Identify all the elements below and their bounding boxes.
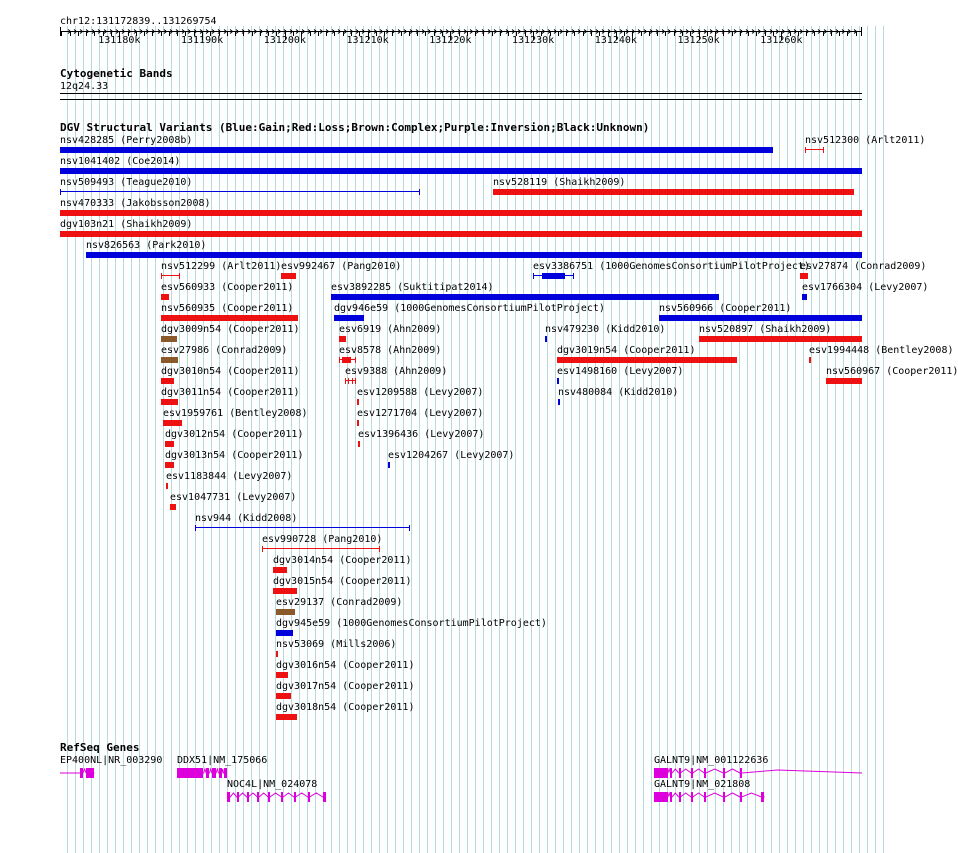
gene-exon bbox=[247, 792, 249, 802]
gene-exon bbox=[740, 768, 742, 778]
gene-exon bbox=[740, 792, 742, 802]
sv-label-esv27986[interactable]: esv27986 (Conrad2009) bbox=[161, 345, 288, 356]
sv-label-nsv512300[interactable]: nsv512300 (Arlt2011) bbox=[805, 135, 926, 146]
sv-label-dgv3016n54[interactable]: dgv3016n54 (Cooper2011) bbox=[276, 660, 415, 671]
sv-label-dgv3010n54[interactable]: dgv3010n54 (Cooper2011) bbox=[161, 366, 300, 377]
sv-label-dgv3017n54[interactable]: dgv3017n54 (Cooper2011) bbox=[276, 681, 415, 692]
gene-exon bbox=[691, 792, 693, 802]
sv-label-esv9388[interactable]: esv9388 (Ahn2009) bbox=[345, 366, 448, 377]
gene-exon bbox=[237, 792, 239, 802]
ruler-tick-label: 131260k bbox=[760, 35, 803, 46]
sv-label-esv1994448[interactable]: esv1994448 (Bentley2008) bbox=[809, 345, 954, 356]
sv-label-esv1271704[interactable]: esv1271704 (Levy2007) bbox=[357, 408, 484, 419]
gene-exon bbox=[723, 768, 725, 778]
sv-label-esv3892285[interactable]: esv3892285 (Suktitipat2014) bbox=[331, 282, 494, 293]
gene-exon bbox=[704, 792, 706, 802]
sv-label-esv27874[interactable]: esv27874 (Conrad2009) bbox=[800, 261, 927, 272]
sv-label-dgv3013n54[interactable]: dgv3013n54 (Cooper2011) bbox=[165, 450, 304, 461]
sv-label-esv1204267[interactable]: esv1204267 (Levy2007) bbox=[388, 450, 515, 461]
sv-label-dgv945e59[interactable]: dgv945e59 (1000GenomesConsortiumPilotProject) bbox=[276, 618, 547, 629]
gene-label-ddx51-nm-175066[interactable]: DDX51|NM_175066 bbox=[177, 755, 268, 766]
sv-label-esv1959761[interactable]: esv1959761 (Bentley2008) bbox=[163, 408, 308, 419]
gene-label-noc4l-nm-024078[interactable]: NOC4L|NM_024078 bbox=[227, 779, 318, 790]
gene-label-galnt9-nm-021808[interactable]: GALNT9|NM_021808 bbox=[654, 779, 751, 790]
sv-label-esv1396436[interactable]: esv1396436 (Levy2007) bbox=[358, 429, 485, 440]
sv-label-nsv512299[interactable]: nsv512299 (Arlt2011) bbox=[161, 261, 282, 272]
gene-intron-noc4l-nm-024078 bbox=[227, 793, 326, 797]
gene-exon bbox=[281, 792, 283, 802]
gene-exon bbox=[86, 768, 94, 778]
gene-exon bbox=[219, 768, 222, 778]
sv-label-nsv509493[interactable]: nsv509493 (Teague2010) bbox=[60, 177, 193, 188]
ruler-tick-label: 131200k bbox=[263, 35, 306, 46]
gene-exon bbox=[323, 792, 326, 802]
sv-label-nsv560967[interactable]: nsv560967 (Cooper2011) bbox=[826, 366, 958, 377]
sv-label-esv3386751[interactable]: esv3386751 (1000GenomesConsortiumPilotProject) bbox=[533, 261, 810, 272]
sv-label-dgv3011n54[interactable]: dgv3011n54 (Cooper2011) bbox=[161, 387, 300, 398]
sv-label-esv992467[interactable]: esv992467 (Pang2010) bbox=[281, 261, 402, 272]
gene-exon bbox=[654, 768, 668, 778]
gene-exon bbox=[723, 792, 725, 802]
gene-exon bbox=[294, 792, 296, 802]
gene-exon bbox=[268, 792, 270, 802]
gene-exon bbox=[80, 768, 83, 778]
gene-label-galnt9-nm-001122636[interactable]: GALNT9|NM_001122636 bbox=[654, 755, 769, 766]
gene-exon bbox=[761, 792, 764, 802]
sv-label-nsv944[interactable]: nsv944 (Kidd2008) bbox=[195, 513, 298, 524]
gene-exon bbox=[654, 792, 668, 802]
sv-label-esv6919[interactable]: esv6919 (Ahn2009) bbox=[339, 324, 442, 335]
sv-label-dgv3009n54[interactable]: dgv3009n54 (Cooper2011) bbox=[161, 324, 300, 335]
gene-exon bbox=[704, 768, 706, 778]
sv-label-dgv3012n54[interactable]: dgv3012n54 (Cooper2011) bbox=[165, 429, 304, 440]
sv-label-esv29137[interactable]: esv29137 (Conrad2009) bbox=[276, 597, 403, 608]
gene-exon bbox=[670, 792, 672, 802]
gene-exon bbox=[177, 768, 203, 778]
sv-label-nsv560935[interactable]: nsv560935 (Cooper2011) bbox=[161, 303, 294, 314]
ruler-tick-label: 131230k bbox=[512, 35, 555, 46]
gene-exon bbox=[679, 768, 681, 778]
sv-label-nsv560966[interactable]: nsv560966 (Cooper2011) bbox=[659, 303, 792, 314]
ruler-tick-label: 131210k bbox=[346, 35, 389, 46]
dgv-track-title: DGV Structural Variants (Blue:Gain;Red:Loss;Brown:Complex;Purple:Inversion;Black:Unknown) bbox=[60, 121, 650, 134]
sv-label-nsv480084[interactable]: nsv480084 (Kidd2010) bbox=[558, 387, 679, 398]
gene-exon bbox=[227, 792, 230, 802]
ruler-tick-label: 131190k bbox=[181, 35, 224, 46]
sv-label-esv1183844[interactable]: esv1183844 (Levy2007) bbox=[166, 471, 293, 482]
gene-exon bbox=[257, 792, 259, 802]
sv-label-nsv520897[interactable]: nsv520897 (Shaikh2009) bbox=[699, 324, 832, 335]
sv-label-dgv103n21[interactable]: dgv103n21 (Shaikh2009) bbox=[60, 219, 193, 230]
ruler-tick-label: 131240k bbox=[594, 35, 637, 46]
ruler-tick-label: 131250k bbox=[677, 35, 720, 46]
sv-label-dgv3019n54[interactable]: dgv3019n54 (Cooper2011) bbox=[557, 345, 696, 356]
sv-label-nsv1041402[interactable]: nsv1041402 (Coe2014) bbox=[60, 156, 181, 167]
sv-label-dgv946e59[interactable]: dgv946e59 (1000GenomesConsortiumPilotProject) bbox=[334, 303, 605, 314]
gene-exon bbox=[679, 792, 681, 802]
sv-label-esv8578[interactable]: esv8578 (Ahn2009) bbox=[339, 345, 442, 356]
sv-label-dgv3018n54[interactable]: dgv3018n54 (Cooper2011) bbox=[276, 702, 415, 713]
gene-exon bbox=[691, 768, 693, 778]
cytoband-label: 12q24.33 bbox=[60, 81, 109, 92]
refseq-track-title: RefSeq Genes bbox=[60, 741, 140, 754]
sv-label-dgv3014n54[interactable]: dgv3014n54 (Cooper2011) bbox=[273, 555, 412, 566]
sv-label-nsv528119[interactable]: nsv528119 (Shaikh2009) bbox=[493, 177, 626, 188]
cytoband-track-title: Cytogenetic Bands bbox=[60, 67, 173, 80]
ruler-tick-label: 131220k bbox=[429, 35, 472, 46]
gene-exon bbox=[670, 768, 672, 778]
ruler-tick-label: 131180k bbox=[98, 35, 141, 46]
sv-label-dgv3015n54[interactable]: dgv3015n54 (Cooper2011) bbox=[273, 576, 412, 587]
gene-exon bbox=[212, 768, 216, 778]
sv-label-nsv470333[interactable]: nsv470333 (Jakobsson2008) bbox=[60, 198, 211, 209]
region-label: chr12:131172839..131269754 bbox=[60, 16, 217, 27]
sv-label-esv560933[interactable]: esv560933 (Cooper2011) bbox=[161, 282, 294, 293]
sv-label-esv1209588[interactable]: esv1209588 (Levy2007) bbox=[357, 387, 484, 398]
sv-label-esv990728[interactable]: esv990728 (Pang2010) bbox=[262, 534, 383, 545]
gene-exon bbox=[206, 768, 209, 778]
sv-label-esv1766304[interactable]: esv1766304 (Levy2007) bbox=[802, 282, 929, 293]
gene-exon bbox=[308, 792, 310, 802]
gene-intron-galnt9-nm-001122636 bbox=[654, 769, 862, 773]
sv-label-nsv428285[interactable]: nsv428285 (Perry2008b) bbox=[60, 135, 193, 146]
sv-label-esv1047731[interactable]: esv1047731 (Levy2007) bbox=[170, 492, 297, 503]
sv-label-nsv826563[interactable]: nsv826563 (Park2010) bbox=[86, 240, 207, 251]
sv-label-esv1498160[interactable]: esv1498160 (Levy2007) bbox=[557, 366, 684, 377]
sv-label-nsv479230[interactable]: nsv479230 (Kidd2010) bbox=[545, 324, 666, 335]
gene-exon bbox=[224, 768, 227, 778]
gene-label-ep400nl-nr-003290[interactable]: EP400NL|NR_003290 bbox=[60, 755, 163, 766]
sv-label-nsv53069[interactable]: nsv53069 (Mills2006) bbox=[276, 639, 397, 650]
